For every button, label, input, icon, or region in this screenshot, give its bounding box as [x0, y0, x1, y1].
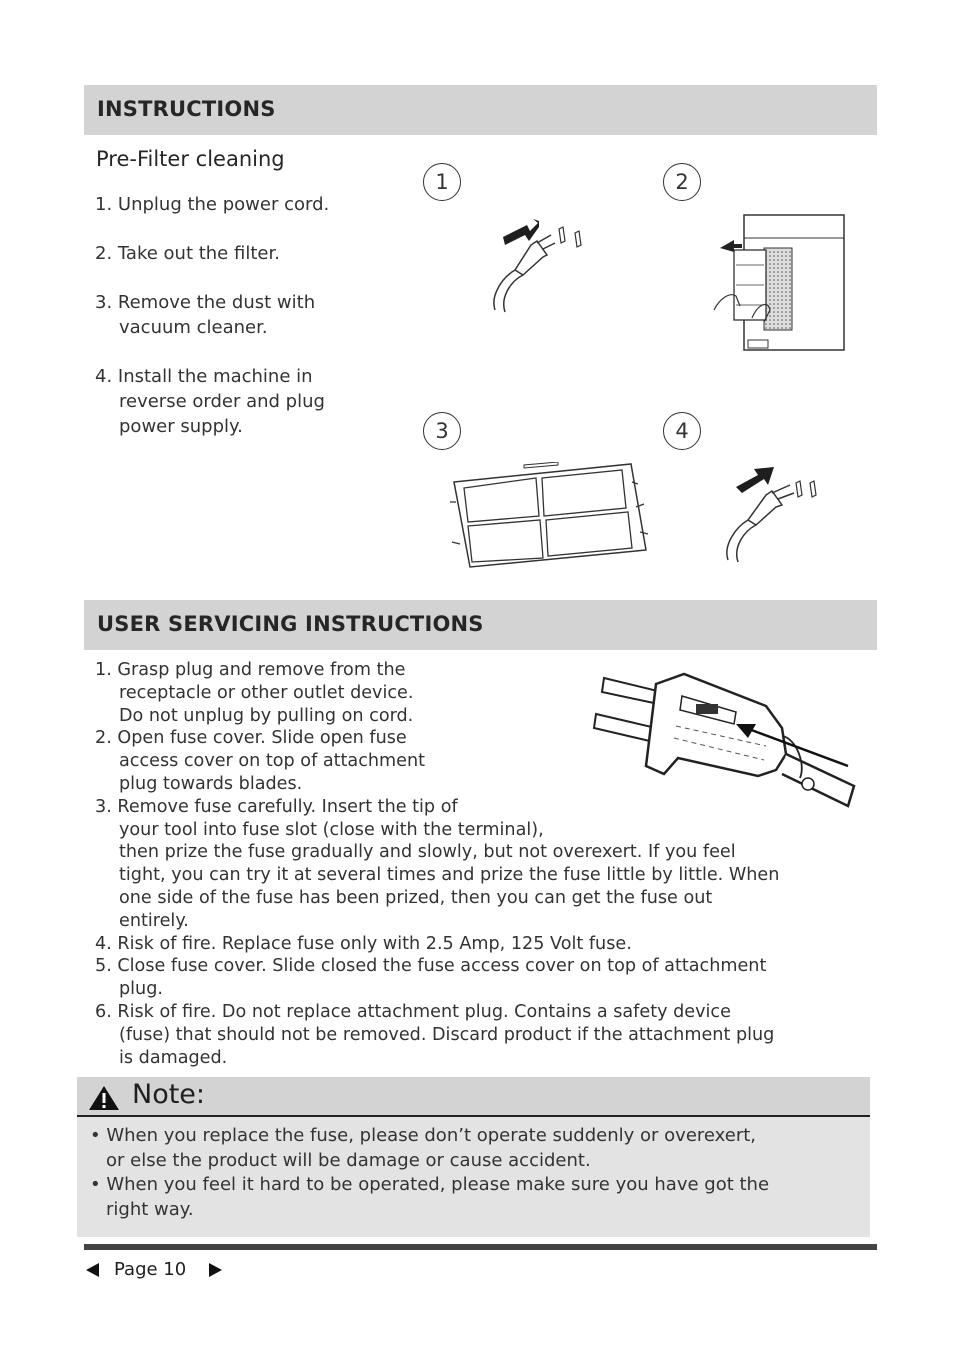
- arrow-right-icon[interactable]: [208, 1262, 224, 1278]
- footer-rule: [84, 1244, 877, 1250]
- note-box: [77, 1077, 870, 1237]
- note-title: Note:: [132, 1079, 206, 1110]
- step-1: 1. Unplug the power cord.: [95, 194, 330, 215]
- figure-number-3: 3: [423, 412, 461, 450]
- unplug-illustration: [485, 215, 595, 315]
- step-4: 4. Install the machine in reverse order and plug power supply.: [95, 366, 325, 437]
- note-bullet-2: • When you feel it hard to be operated, please make sure you have got the right way.: [90, 1174, 770, 1220]
- note-body: [90, 1124, 865, 1222]
- figure-number-2: 2: [663, 163, 701, 201]
- note-header: [77, 1077, 870, 1117]
- filter-frame-illustration: [446, 462, 661, 572]
- step-3: 3. Remove the dust with vacuum cleaner.: [95, 292, 316, 338]
- figure-number-1: 1: [423, 163, 461, 201]
- fuse-plug-illustration: [586, 666, 866, 816]
- arrow-left-icon[interactable]: [84, 1262, 100, 1278]
- figure-number-4: 4: [663, 412, 701, 450]
- plug-in-illustration: [720, 465, 830, 565]
- note-bullet-1: • When you replace the fuse, please don’t operate suddenly or overexert, or else the product will be damage or cause accident.: [90, 1125, 757, 1171]
- remove-filter-illustration: [712, 210, 852, 355]
- instructions-header-bar: [84, 85, 877, 135]
- page-number: Page 10: [114, 1259, 187, 1280]
- step-2: 2. Take out the filter.: [95, 243, 280, 264]
- warning-triangle-icon: [88, 1085, 120, 1111]
- instructions-header: INSTRUCTIONS: [97, 97, 276, 121]
- servicing-steps: 1. Grasp plug and remove from the receptacle or other outlet device. Do not unplug by pulling on cord. 2. Open fuse cover. Slide open fuse access cover on top of attachment plug towards blades. 3. Remove fuse carefully. Insert the tip of your tool into fuse slot (close with the terminal), then prize the fuse gradually and slowly, but not overexert. If you feel tight, you can try it at several times and prize the fuse little by little. When one side of the fuse has been prized, then you can get the fuse out entirely. 4. Risk of fire. Replace fuse only with 2.5 Amp, 125 Volt fuse. 5. Close fuse cover. Slide closed the fuse access cover on top of attachment plug. 6. Risk of fire. Do not replace attachment plug. Contains a safety device (fuse) that should not be removed. Discard product if the attachment plug is damaged.: [95, 660, 780, 1068]
- servicing-header: USER SERVICING INSTRUCTIONS: [97, 612, 484, 636]
- pre-filter-heading: Pre-Filter cleaning: [96, 147, 285, 171]
- servicing-header-bar: [84, 600, 877, 650]
